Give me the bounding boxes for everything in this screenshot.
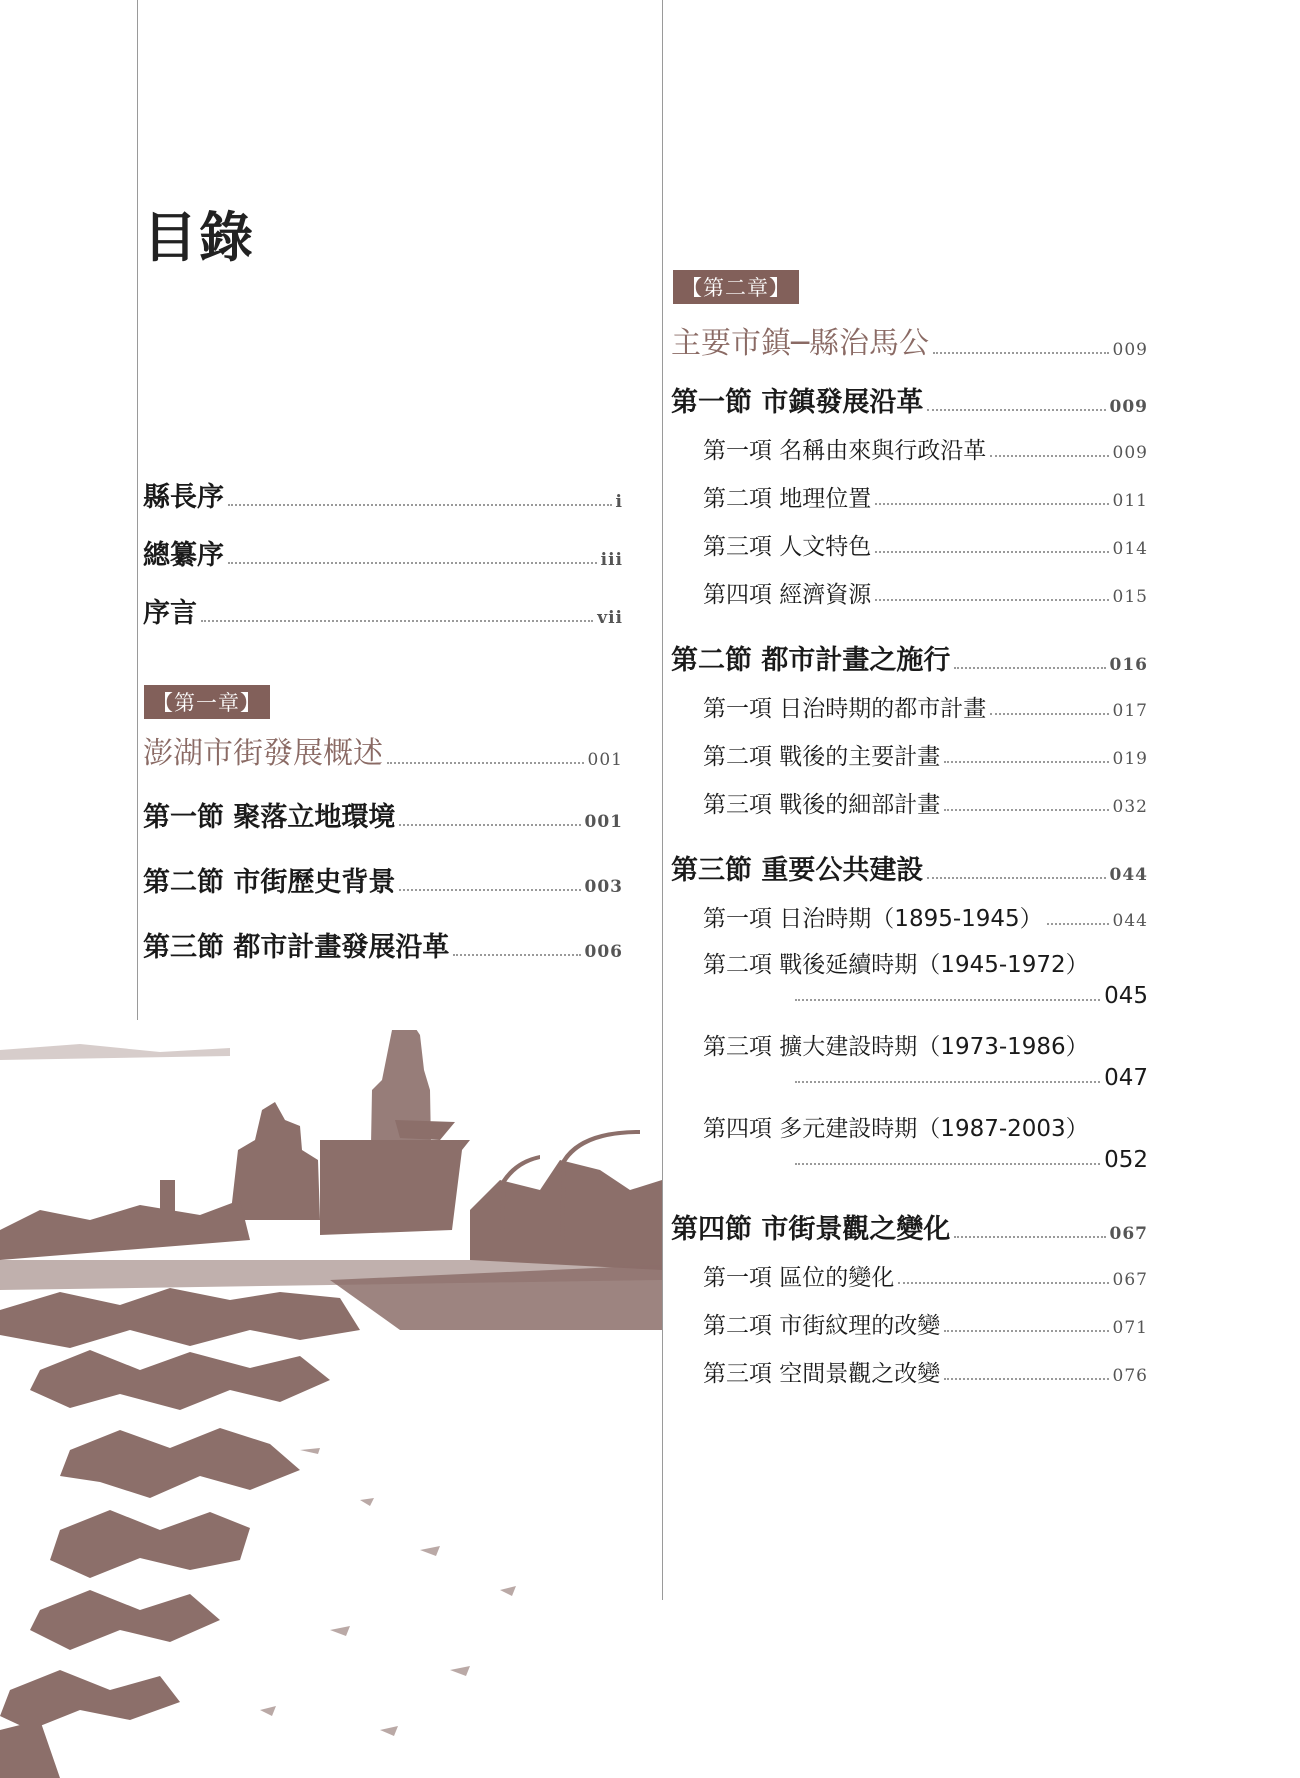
toc-page-number: 009 <box>1112 443 1148 463</box>
toc-entry-preface-magistrate[interactable] <box>143 475 623 514</box>
chapter-2-badge: 【第二章】 <box>673 270 799 304</box>
item-label: 第一項 日治時期的都市計畫 <box>703 696 987 722</box>
toc-item[interactable] <box>703 1355 1148 1388</box>
item-label: 第二項 地理位置 <box>703 486 872 512</box>
section-label: 第一節 市鎮發展沿革 <box>671 387 924 418</box>
toc-page-number: 001 <box>584 812 623 832</box>
leader-dots <box>927 877 1105 879</box>
chapter-title: 澎湖市街發展概述 <box>143 736 383 771</box>
toc-item[interactable] <box>703 1307 1148 1340</box>
leader-dots <box>954 1236 1105 1238</box>
toc-page-number: 044 <box>1112 911 1148 931</box>
leader-dots <box>875 551 1108 553</box>
section-label: 第三節 重要公共建設 <box>671 855 924 886</box>
toc-page-number: 001 <box>587 750 623 770</box>
toc-section[interactable] <box>671 1207 1148 1246</box>
toc-item[interactable] <box>703 738 1148 771</box>
leader-dots <box>944 1330 1108 1332</box>
toc-page-number: 003 <box>584 877 623 897</box>
leader-dots <box>399 824 580 826</box>
leader-dots <box>387 762 584 764</box>
leader-dots <box>795 1163 1100 1165</box>
toc-entry-preface-editor[interactable] <box>143 533 623 572</box>
item-label: 第三項 空間景觀之改變 <box>703 1361 941 1387</box>
leader-dots <box>875 503 1108 505</box>
leader-dots <box>228 504 612 506</box>
section-label: 第四節 市街景觀之變化 <box>671 1214 951 1245</box>
center-divider-line <box>662 0 663 1600</box>
toc-page-number: 014 <box>1112 539 1148 559</box>
section-label: 第二節 都市計畫之施行 <box>671 645 951 676</box>
toc-item[interactable] <box>703 1259 1148 1292</box>
toc-label: 序言 <box>143 598 197 629</box>
toc-item[interactable] <box>703 946 1148 1009</box>
toc-page-number: 071 <box>1112 1318 1148 1338</box>
item-label: 第三項 戰後的細部計畫 <box>703 792 941 818</box>
toc-page-number: 009 <box>1112 340 1148 360</box>
item-label: 第二項 市街紋理的改變 <box>703 1313 941 1339</box>
item-label: 第二項 戰後的主要計畫 <box>703 744 941 770</box>
toc-item[interactable] <box>703 528 1148 561</box>
leader-dots <box>944 1378 1108 1380</box>
section-label: 第二節 市街歷史背景 <box>143 867 396 898</box>
item-label: 第一項 日治時期（1895-1945） <box>703 906 1043 932</box>
toc-page-number: 015 <box>1112 587 1148 607</box>
toc-page-number: 052 <box>1104 1147 1148 1173</box>
item-label: 第二項 戰後延續時期（1945-1972） <box>703 952 1089 978</box>
leader-dots <box>990 455 1108 457</box>
leader-dots <box>944 809 1108 811</box>
toc-page-number: 045 <box>1104 983 1148 1009</box>
toc-label: 總纂序 <box>143 540 224 571</box>
item-label: 第三項 人文特色 <box>703 534 872 560</box>
toc-page-number: 076 <box>1112 1366 1148 1386</box>
section-label: 第三節 都市計畫發展沿革 <box>143 932 450 963</box>
toc-page-number: 011 <box>1112 491 1148 511</box>
toc-page-number: 019 <box>1112 749 1148 769</box>
harbor-seawall-photo <box>0 1030 662 1778</box>
item-label: 第一項 名稱由來與行政沿革 <box>703 438 987 464</box>
toc-page-number: 067 <box>1109 1224 1148 1244</box>
toc-page-number: 047 <box>1104 1065 1148 1091</box>
toc-item[interactable] <box>703 900 1148 933</box>
toc-entry-foreword[interactable] <box>143 591 623 630</box>
leader-dots <box>875 599 1108 601</box>
leader-dots <box>228 562 597 564</box>
leader-dots <box>453 954 580 956</box>
section-label: 第一節 聚落立地環境 <box>143 802 396 833</box>
leader-dots <box>399 889 580 891</box>
toc-page-number: 017 <box>1112 701 1148 721</box>
leader-dots <box>990 713 1108 715</box>
item-label: 第一項 區位的變化 <box>703 1265 895 1291</box>
toc-page-number: 009 <box>1109 397 1148 417</box>
item-label: 第四項 多元建設時期（1987-2003） <box>703 1116 1089 1142</box>
toc-label: 縣長序 <box>143 482 224 513</box>
toc-page-number: 067 <box>1112 1270 1148 1290</box>
toc-section[interactable] <box>143 925 623 964</box>
page-title: 目錄 <box>143 205 255 269</box>
item-label: 第三項 擴大建設時期（1973-1986） <box>703 1034 1089 1060</box>
toc-item[interactable] <box>703 1028 1148 1091</box>
toc-item[interactable] <box>703 786 1148 819</box>
leader-dots <box>927 409 1105 411</box>
leader-dots <box>898 1282 1108 1284</box>
toc-chapter-1-title[interactable] <box>143 728 623 772</box>
toc-page-number: 032 <box>1112 797 1148 817</box>
toc-page-number: 016 <box>1109 655 1148 675</box>
leader-dots <box>201 620 593 622</box>
toc-section[interactable] <box>671 638 1148 677</box>
toc-item[interactable] <box>703 480 1148 513</box>
toc-item[interactable] <box>703 432 1148 465</box>
leader-dots <box>944 761 1108 763</box>
item-label: 第四項 經濟資源 <box>703 582 872 608</box>
leader-dots <box>795 999 1100 1001</box>
toc-section[interactable] <box>143 860 623 899</box>
toc-page-number: iii <box>600 550 623 570</box>
leader-dots <box>795 1081 1100 1083</box>
toc-page-number: i <box>615 492 623 512</box>
toc-section[interactable] <box>143 795 623 834</box>
leader-dots <box>1047 923 1109 925</box>
toc-section[interactable] <box>671 848 1148 887</box>
chapter-1-badge: 【第一章】 <box>144 685 270 719</box>
left-divider-line <box>137 0 138 1020</box>
toc-page-number: vii <box>597 608 623 628</box>
toc-item[interactable] <box>703 690 1148 723</box>
toc-page-number: 006 <box>584 942 623 962</box>
chapter-title: 主要市鎮─縣治馬公 <box>671 326 930 361</box>
leader-dots <box>954 667 1105 669</box>
toc-item[interactable] <box>703 576 1148 609</box>
toc-item[interactable] <box>703 1110 1148 1173</box>
leader-dots <box>933 352 1108 354</box>
toc-chapter-2-title[interactable] <box>671 318 1148 362</box>
toc-section[interactable] <box>671 380 1148 419</box>
toc-page-number: 044 <box>1109 865 1148 885</box>
